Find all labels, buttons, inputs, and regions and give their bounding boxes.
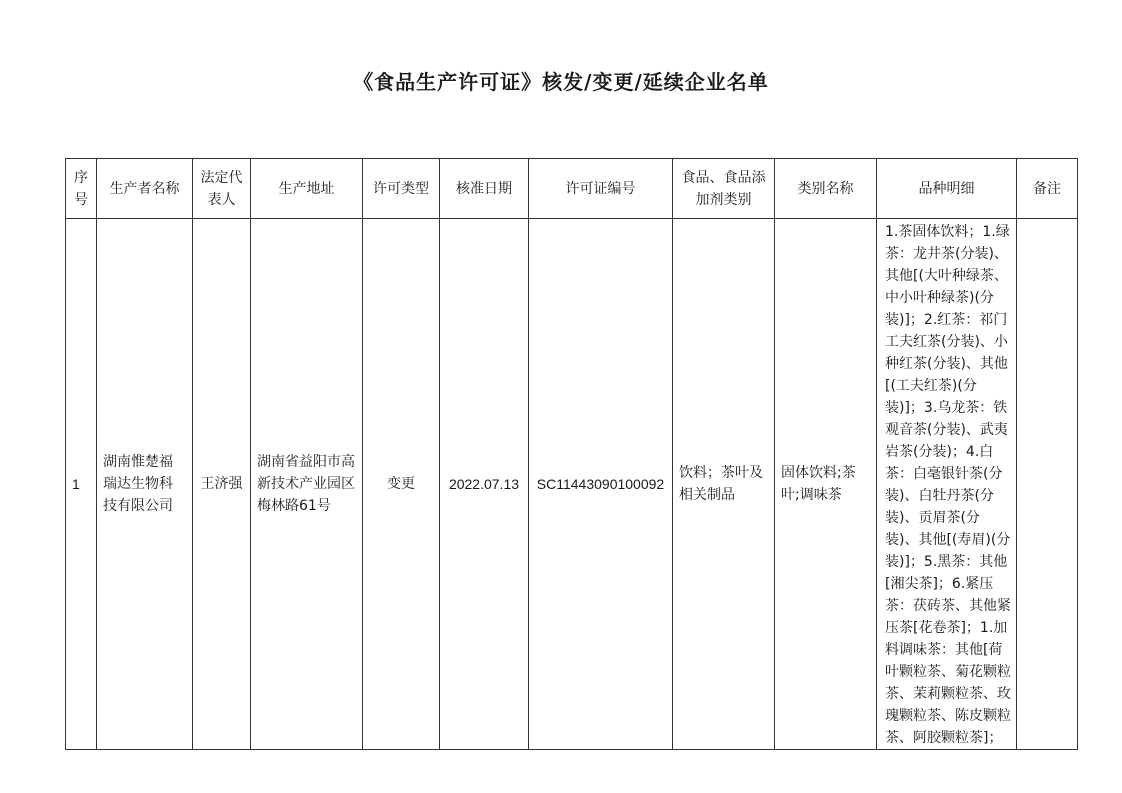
header-address: 生产地址: [251, 159, 363, 219]
license-table: [65, 158, 1078, 750]
header-legal-rep: 法定代表人: [193, 159, 251, 219]
cell-category-name: 固体饮料;茶叶;调味茶: [775, 219, 877, 750]
header-approval-date: 核准日期: [440, 159, 529, 219]
table-row: [66, 219, 1078, 750]
cell-address: 湖南省益阳市高新技术产业园区梅林路61号: [251, 219, 363, 750]
table-header-row: [66, 159, 1078, 219]
cell-approval-date: 2022.07.13: [440, 219, 529, 750]
cell-variety-detail: 1.茶固体饮料；1.绿茶：龙井茶(分装)、其他[(大叶种绿茶、中小叶种绿茶)(分装)]；2.红茶：祁门工夫红茶(分装)、小种红茶(分装)、其他[(工夫红茶)(分装)]；3.乌龙茶：铁观音茶(分装)、武夷岩茶(分装)；4.白茶：白毫银针茶(分装)、白牡丹茶(分装)、贡眉茶(分装)、其他[(寿眉)(分装)]；5.黑茶：其他[湘尖茶]；6.紧压茶：茯砖茶、其他紧压茶[花卷茶]；1.加料调味茶：其他[荷叶颗粒茶、菊花颗粒茶、茉莉颗粒茶、玫瑰颗粒茶、陈皮颗粒茶、阿胶颗粒茶]；: [877, 219, 1017, 750]
header-food-category: 食品、食品添加剂类别: [673, 159, 775, 219]
page-title: 《食品生产许可证》核发/变更/延续企业名单: [353, 70, 769, 94]
header-remarks: 备注: [1017, 159, 1078, 219]
header-variety-detail: 品种明细: [877, 159, 1017, 219]
cell-food-category: 饮料；茶叶及相关制品: [673, 219, 775, 750]
cell-seq: 1: [66, 219, 97, 750]
header-seq: 序号: [66, 159, 97, 219]
header-producer: 生产者名称: [97, 159, 193, 219]
header-category-name: 类别名称: [775, 159, 877, 219]
cell-legal-rep: 王济强: [193, 219, 251, 750]
cell-producer: 湖南惟楚福瑞达生物科技有限公司: [97, 219, 193, 750]
cell-license-type: 变更: [363, 219, 440, 750]
header-license-type: 许可类型: [363, 159, 440, 219]
header-license-no: 许可证编号: [529, 159, 673, 219]
cell-remarks: [1017, 219, 1078, 750]
cell-license-no: SC11443090100092: [529, 219, 673, 750]
